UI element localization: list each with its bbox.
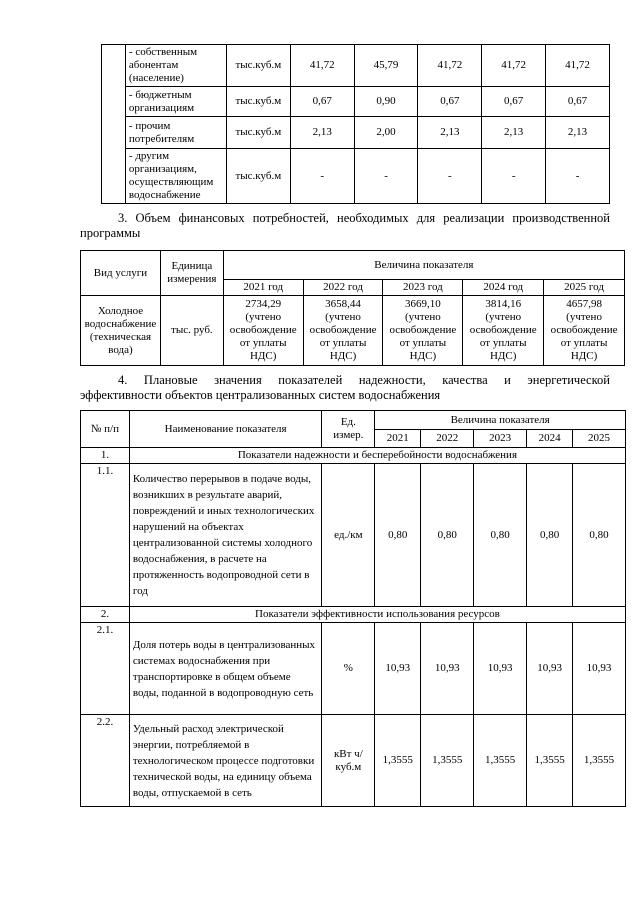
value-cell: 1,3555 [421, 715, 474, 807]
service-cell: Холодное водоснабжение (техническая вода) [81, 296, 161, 366]
table-row [81, 715, 626, 807]
value-cell: 2,13 [418, 117, 482, 149]
table-row [102, 149, 610, 204]
value-cell: - [482, 149, 546, 204]
year-header: 2024 [527, 430, 573, 448]
section-4-line-1: 4. Плановые значения показателей надежности, качества и энергетической [118, 373, 610, 387]
year-header: 2023 год [383, 280, 463, 296]
value-cell: 41,72 [546, 45, 610, 87]
unit-cell: тыс.куб.м [226, 87, 290, 117]
value-cell: 0,80 [421, 464, 474, 607]
value-cell: 2734,29 (учтено освобождение от уплаты НДС) [223, 296, 303, 366]
value-cell: 41,72 [482, 45, 546, 87]
unit-cell: тыс.куб.м [226, 117, 290, 149]
value-cell: 0,80 [573, 464, 626, 607]
header-unit: Ед. измер. [322, 411, 375, 448]
value-cell: 4657,98 (учтено освобождение от уплаты НДС) [544, 296, 625, 366]
value-cell: 41,72 [418, 45, 482, 87]
value-cell: 0,67 [290, 87, 354, 117]
value-cell: 10,93 [573, 623, 626, 715]
section-3-line-2: программы [80, 226, 141, 240]
value-cell: 0,67 [418, 87, 482, 117]
unit-cell: % [322, 623, 375, 715]
value-cell: 10,93 [527, 623, 573, 715]
value-cell: - [354, 149, 418, 204]
value-cell: 10,93 [375, 623, 421, 715]
empty-cell [102, 45, 126, 204]
header-name: Наименование показателя [129, 411, 322, 448]
unit-cell: тыс. руб. [160, 296, 223, 366]
table-row [81, 296, 625, 366]
table-row [81, 464, 626, 607]
table-row [102, 87, 610, 117]
table-row [81, 607, 626, 623]
value-cell: - [418, 149, 482, 204]
value-cell: 1,3555 [474, 715, 527, 807]
header-unit: Единица измерения [160, 251, 223, 296]
header-value: Величина показателя [375, 411, 626, 430]
value-cell: 3658,44 (учтено освобождение от уплаты НДС) [303, 296, 383, 366]
value-cell: 2,13 [290, 117, 354, 149]
row-label: - другим организациям, осуществляющим водоснабжение [125, 149, 226, 204]
row-label: - прочим потребителям [125, 117, 226, 149]
table-row [102, 117, 610, 149]
value-cell: 2,00 [354, 117, 418, 149]
value-cell: 0,80 [527, 464, 573, 607]
section-title: Показатели надежности и бесперебойности водоснабжения [129, 448, 625, 464]
row-name: Количество перерывов в подаче воды, возникших в результате аварий, повреждений и иных технологических нарушений на объектах централизованной системы холодного водоснабжения, в расчете на протяженность водопроводной сети в год [129, 464, 322, 607]
financial-needs-table [80, 250, 625, 366]
year-header: 2021 [375, 430, 421, 448]
row-name: Доля потерь воды в централизованных системах водоснабжения при транспортировке в общем объеме воды, поданной в водопроводную сеть [129, 623, 322, 715]
table-row [81, 411, 626, 430]
row-name: Удельный расход электрической энергии, потребляемой в технологическом процессе подготовки технической воды, на единицу объема воды, отпускаемой в сеть [129, 715, 322, 807]
year-header: 2025 [573, 430, 626, 448]
section-3-line-1: 3. Объем финансовых потребностей, необходимых для реализации производственной [118, 211, 610, 225]
year-header: 2023 [474, 430, 527, 448]
value-cell: 45,79 [354, 45, 418, 87]
section-4-heading [80, 373, 610, 403]
header-value: Величина показателя [223, 251, 624, 280]
row-label: - бюджетным организациям [125, 87, 226, 117]
section-title: Показатели эффективности использования ресурсов [129, 607, 625, 623]
value-cell: 0,67 [546, 87, 610, 117]
value-cell: - [290, 149, 354, 204]
year-header: 2025 год [544, 280, 625, 296]
table-row [81, 623, 626, 715]
header-num: № п/п [81, 411, 130, 448]
value-cell: 0,80 [375, 464, 421, 607]
section-num: 1. [81, 448, 130, 464]
value-cell: 2,13 [546, 117, 610, 149]
value-cell: 1,3555 [527, 715, 573, 807]
value-cell: 0,67 [482, 87, 546, 117]
value-cell: 41,72 [290, 45, 354, 87]
table-row [81, 251, 625, 280]
unit-cell: тыс.куб.м [226, 149, 290, 204]
consumers-volume-table [101, 44, 610, 204]
table-row [81, 448, 626, 464]
value-cell: - [546, 149, 610, 204]
reliability-indicators-table [80, 410, 626, 807]
year-header: 2024 год [463, 280, 544, 296]
value-cell: 1,3555 [573, 715, 626, 807]
section-3-heading [80, 211, 610, 241]
value-cell: 0,80 [474, 464, 527, 607]
year-header: 2022 год [303, 280, 383, 296]
row-label: - собственным абонентам (население) [125, 45, 226, 87]
row-num: 1.1. [81, 464, 130, 607]
section-4-line-2: эффективности объектов централизованных систем водоснабжения [80, 388, 441, 402]
section-num: 2. [81, 607, 130, 623]
unit-cell: кВт ч/куб.м [322, 715, 375, 807]
row-num: 2.1. [81, 623, 130, 715]
value-cell: 3669,10 (учтено освобождение от уплаты НДС) [383, 296, 463, 366]
value-cell: 10,93 [474, 623, 527, 715]
value-cell: 1,3555 [375, 715, 421, 807]
value-cell: 3814,16 (учтено освобождение от уплаты НДС) [463, 296, 544, 366]
year-header: 2021 год [223, 280, 303, 296]
value-cell: 0,90 [354, 87, 418, 117]
value-cell: 2,13 [482, 117, 546, 149]
unit-cell: тыс.куб.м [226, 45, 290, 87]
row-num: 2.2. [81, 715, 130, 807]
table-row [102, 45, 610, 87]
header-service: Вид услуги [81, 251, 161, 296]
value-cell: 10,93 [421, 623, 474, 715]
unit-cell: ед./км [322, 464, 375, 607]
year-header: 2022 [421, 430, 474, 448]
